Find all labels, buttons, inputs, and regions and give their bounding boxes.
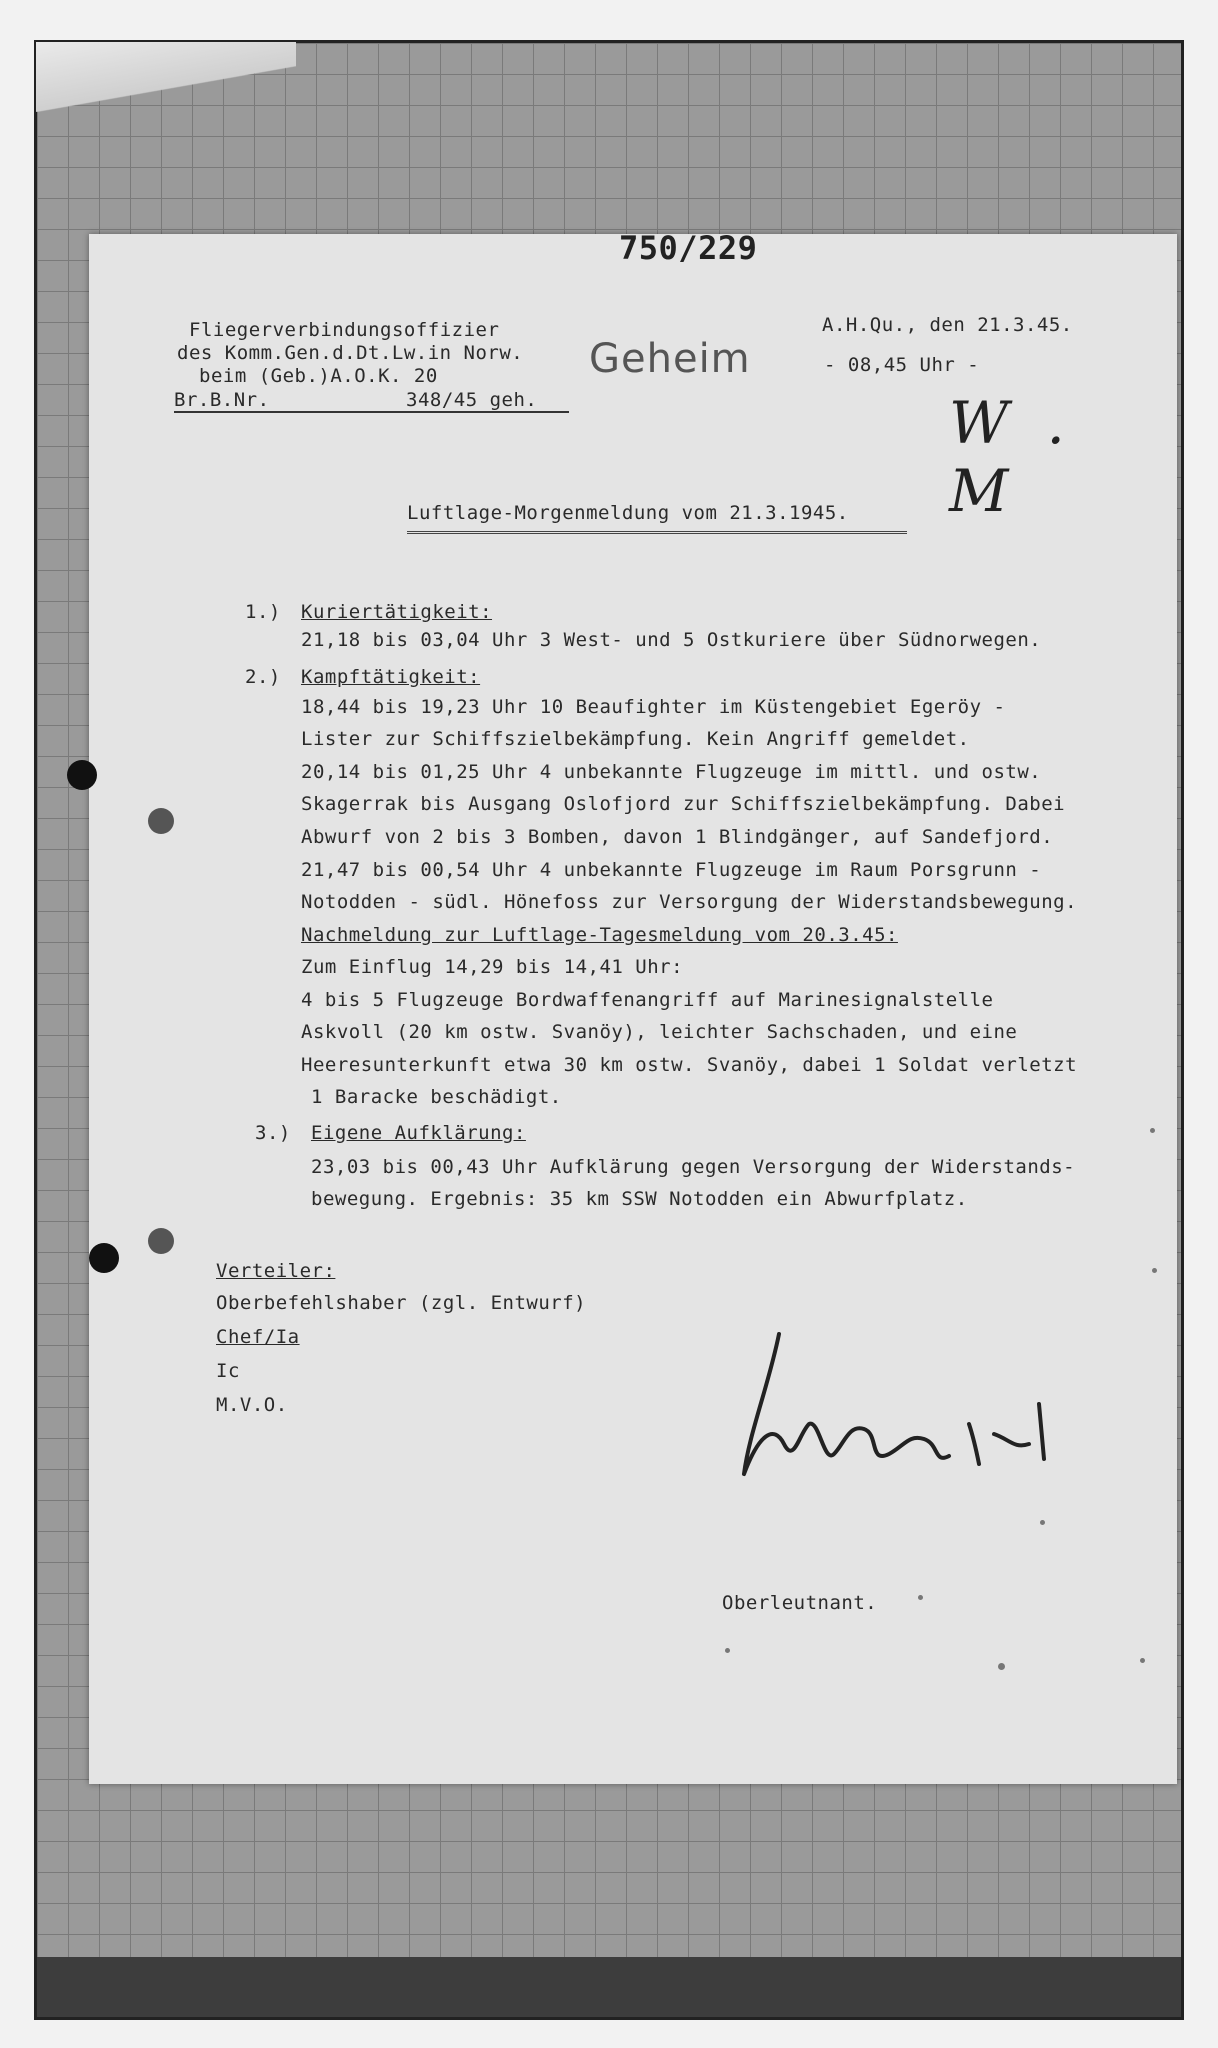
section-1-number: 1.) xyxy=(245,601,281,623)
distribution-heading: Verteiler: xyxy=(216,1260,336,1282)
handwritten-signature xyxy=(739,1324,1099,1494)
distribution-item: Oberbefehlshaber (zgl. Entwurf) xyxy=(216,1292,587,1314)
late-report-line: Heeresunterkunft etwa 30 km ostw. Svanöy, dabei 1 Soldat verletzt xyxy=(301,1054,1078,1076)
paper-speck xyxy=(998,1663,1005,1670)
paper-speck xyxy=(725,1648,730,1653)
section-1-heading: Kuriertätigkeit: xyxy=(301,601,493,623)
section-2-line: Abwurf von 2 bis 3 Bomben, davon 1 Blindgänger, auf Sandefjord. xyxy=(301,826,1054,848)
section-2-line: Lister zur Schiffszielbekämpfung. Kein Angriff gemeldet. xyxy=(301,728,970,750)
punch-hole xyxy=(67,760,97,790)
late-report-line: Zum Einflug 14,29 bis 14,41 Uhr: xyxy=(301,956,684,978)
reference-number: 348/45 geh. xyxy=(406,389,538,411)
reference-line xyxy=(174,389,569,413)
section-2-line: Notodden - südl. Hönefoss zur Versorgung der Widerstandsbewegung. xyxy=(301,891,1078,913)
section-2-line: 18,44 bis 19,23 Uhr 10 Beaufighter im Küstengebiet Egeröy - xyxy=(301,696,1006,718)
punch-hole-mark xyxy=(148,1228,174,1254)
punch-hole xyxy=(89,1243,119,1273)
time-stamp: - 08,45 Uhr - xyxy=(824,354,980,376)
title-underline xyxy=(407,531,907,534)
reference-label: Br.B.Nr. xyxy=(174,389,270,411)
document-sheet xyxy=(89,229,1177,1784)
classification-stamp: Geheim xyxy=(589,336,751,382)
late-report-line: Askvoll (20 km ostw. Svanöy), leichter Sachschaden, und eine xyxy=(301,1021,1018,1043)
paper-speck xyxy=(1150,1128,1155,1133)
distribution-item: Chef/Ia xyxy=(216,1326,300,1348)
paper-speck xyxy=(1140,1658,1145,1663)
section-3-heading: Eigene Aufklärung: xyxy=(311,1122,526,1144)
archive-number: 750/229 xyxy=(619,229,758,267)
section-2-number: 2.) xyxy=(245,666,281,688)
late-report-line: 4 bis 5 Flugzeuge Bordwaffenangriff auf Marinesignalstelle xyxy=(301,989,994,1011)
section-3-number: 3.) xyxy=(255,1122,291,1144)
photo-bottom-edge xyxy=(37,1957,1181,2017)
late-report-line: 1 Baracke beschädigt. xyxy=(311,1086,562,1108)
signature-rank: Oberleutnant. xyxy=(722,1592,878,1614)
paper-speck xyxy=(1152,1268,1157,1273)
handwritten-initials: W. M xyxy=(949,389,1113,525)
sender-line-3: beim (Geb.)A.O.K. 20 xyxy=(199,365,438,387)
section-2-heading: Kampftätigkeit: xyxy=(301,666,481,688)
section-2-line: 21,47 bis 00,54 Uhr 4 unbekannte Flugzeuge im Raum Porsgrunn - xyxy=(301,859,1042,881)
section-1-line: 21,18 bis 03,04 Uhr 3 West- und 5 Ostkuriere über Südnorwegen. xyxy=(301,629,1042,651)
paper-speck xyxy=(918,1595,923,1600)
distribution-item: M.V.O. xyxy=(216,1394,288,1416)
torn-paper-corner xyxy=(36,42,296,112)
distribution-item: Ic xyxy=(216,1360,240,1382)
section-2-line: Skagerrak bis Ausgang Oslofjord zur Schiffszielbekämpfung. Dabei xyxy=(301,793,1066,815)
report-title: Luftlage-Morgenmeldung vom 21.3.1945. xyxy=(407,502,849,524)
late-report-heading: Nachmeldung zur Luftlage-Tagesmeldung vom 20.3.45: xyxy=(301,924,898,946)
sender-line-2: des Komm.Gen.d.Dt.Lw.in Norw. xyxy=(177,342,524,364)
place-date: A.H.Qu., den 21.3.45. xyxy=(822,314,1073,336)
section-2-line: 20,14 bis 01,25 Uhr 4 unbekannte Flugzeuge im mittl. und ostw. xyxy=(301,761,1042,783)
paper-speck xyxy=(1040,1520,1045,1525)
section-3-line: bewegung. Ergebnis: 35 km SSW Notodden ein Abwurfplatz. xyxy=(311,1188,968,1210)
sender-line-1: Fliegerverbindungsoffizier xyxy=(189,319,500,341)
section-3-line: 23,03 bis 00,43 Uhr Aufklärung gegen Versorgung der Widerstands- xyxy=(311,1156,1076,1178)
punch-hole-mark xyxy=(148,808,174,834)
